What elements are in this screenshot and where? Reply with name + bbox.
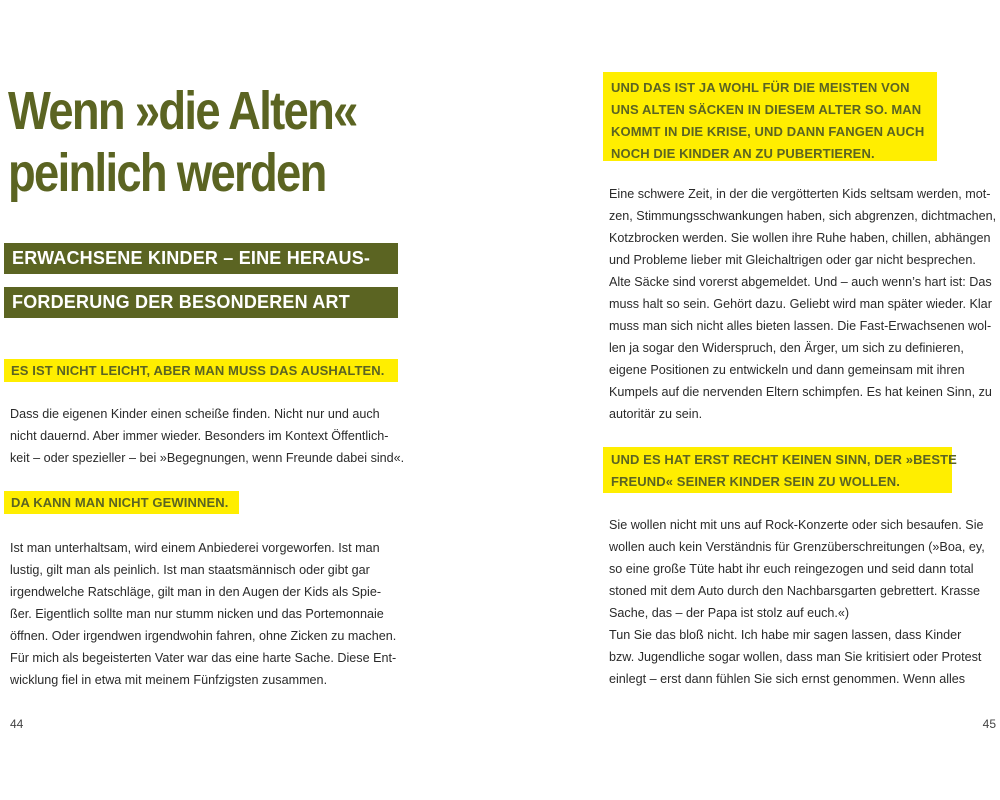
page-number: 44	[10, 717, 24, 731]
highlight-heading	[603, 447, 957, 493]
text-line: nicht dauernd. Aber immer wieder. Besonders im Kontext Öffentlich-	[10, 429, 389, 443]
text-line: bzw. Jugendliche sogar wollen, dass man Sie kritisiert oder Protest	[609, 650, 982, 664]
body-paragraph	[10, 403, 404, 469]
text-line: Alte Säcke sind vorerst abgemeldet. Und – auch wenn’s hart ist: Das	[609, 275, 992, 289]
text-line: Ist man unterhaltsam, wird einem Anbiederei vorgeworfen. Ist man	[10, 541, 380, 555]
text-line: wollen auch kein Verständnis für Grenzüberschreitungen (»Boa, ey,	[609, 540, 985, 554]
text-line: einlegt – erst dann fühlen Sie sich ernst genommen. Wenn alles	[609, 672, 966, 686]
chapter-title-line: Wenn »die Alten«	[8, 81, 357, 141]
text-line: und Probleme lieber mit Gleichaltrigen oder gar nicht besprechen.	[609, 253, 976, 267]
body-paragraph	[609, 514, 985, 690]
text-line: keit – oder spezieller – bei »Begegnungen, wenn Freunde dabei sind«.	[10, 451, 405, 465]
highlight-line: NOCH DIE KINDER AN ZU PUBERTIEREN.	[611, 146, 875, 161]
text-line: muss man sich nicht alles bieten lassen. Die Fast-Erwachsenen wol-	[609, 319, 992, 333]
text-line: wicklung fiel in etwa mit meinem Fünfzigsten zusammen.	[10, 673, 328, 687]
text-line: Sie wollen nicht mit uns auf Rock-Konzerte oder sich besaufen. Sie	[609, 518, 984, 532]
text-line: Für mich als begeisterten Vater war das eine harte Sache. Diese Ent-	[10, 651, 397, 665]
page-number: 45	[982, 717, 996, 731]
text-line: Sache, das – der Papa ist stolz auf euch.«)	[609, 606, 850, 620]
chapter-title-line: peinlich werden	[8, 143, 326, 203]
highlight-line: UND DAS IST JA WOHL FÜR DIE MEISTEN VON	[611, 80, 910, 95]
subhead-bar: FORDERUNG DER BESONDEREN ART	[4, 287, 398, 318]
text-line: Kumpels auf die nervenden Eltern schimpfen. Es hat keinen Sinn, zu	[609, 385, 992, 399]
text-line: Dass die eigenen Kinder einen scheiße finden. Nicht nur und auch	[10, 407, 380, 421]
highlight-line: UNS ALTEN SÄCKEN IN DIESEM ALTER SO. MAN	[611, 102, 922, 117]
text-line: len ja sogar den Widerspruch, den Ärger, um sich zu definieren,	[609, 341, 964, 355]
text-line: irgendwelche Ratschläge, gilt man in den Augen der Kids als Spie-	[10, 585, 382, 599]
highlight-heading	[603, 72, 937, 161]
text-line: lustig, gilt man als peinlich. Ist man staatsmännisch oder gibt gar	[10, 563, 370, 577]
text-line: muss halt so sein. Gehört dazu. Geliebt wird man später wieder. Klar	[609, 297, 992, 311]
highlight-heading: DA KANN MAN NICHT GEWINNEN.	[4, 491, 239, 514]
text-line: autoritär zu sein.	[609, 407, 703, 421]
highlight-heading: ES IST NICHT LEICHT, ABER MAN MUSS DAS AUSHALTEN.	[4, 359, 398, 382]
right-page	[500, 0, 1000, 800]
text-line: so eine große Tüte habt ihr euch reingezogen und seid dann total	[609, 562, 974, 576]
body-paragraph	[609, 183, 996, 425]
text-line: Tun Sie das bloß nicht. Ich habe mir sagen lassen, dass Kinder	[609, 628, 962, 642]
text-line: eigene Positionen zu entwickeln und dann gemeinsam mit ihren	[609, 363, 965, 377]
text-line: stoned mit dem Auto durch den Nachbarsgarten gebrettert. Krasse	[609, 584, 981, 598]
text-line: Kotzbrocken werden. Sie wollen ihre Ruhe haben, chillen, abhängen	[609, 231, 991, 245]
highlight-line: FREUND« SEINER KINDER SEIN ZU WOLLEN.	[611, 474, 900, 489]
chapter-title	[8, 80, 357, 204]
text-line: ßer. Eigentlich sollte man nur stumm nicken und das Portemonnaie	[10, 607, 384, 621]
text-line: zen, Stimmungsschwankungen haben, sich abgrenzen, dichtmachen,	[609, 209, 997, 223]
highlight-line: KOMMT IN DIE KRISE, UND DANN FANGEN AUCH	[611, 124, 925, 139]
subhead-bar: ERWACHSENE KINDER – EINE HERAUS-	[4, 243, 398, 274]
text-line: öffnen. Oder irgendwen irgendwohin fahren, ohne Zicken zu machen.	[10, 629, 397, 643]
body-paragraph	[10, 537, 396, 691]
text-line: Eine schwere Zeit, in der die vergötterten Kids seltsam werden, mot-	[609, 187, 991, 201]
highlight-line: UND ES HAT ERST RECHT KEINEN SINN, DER »BESTE	[611, 452, 957, 467]
